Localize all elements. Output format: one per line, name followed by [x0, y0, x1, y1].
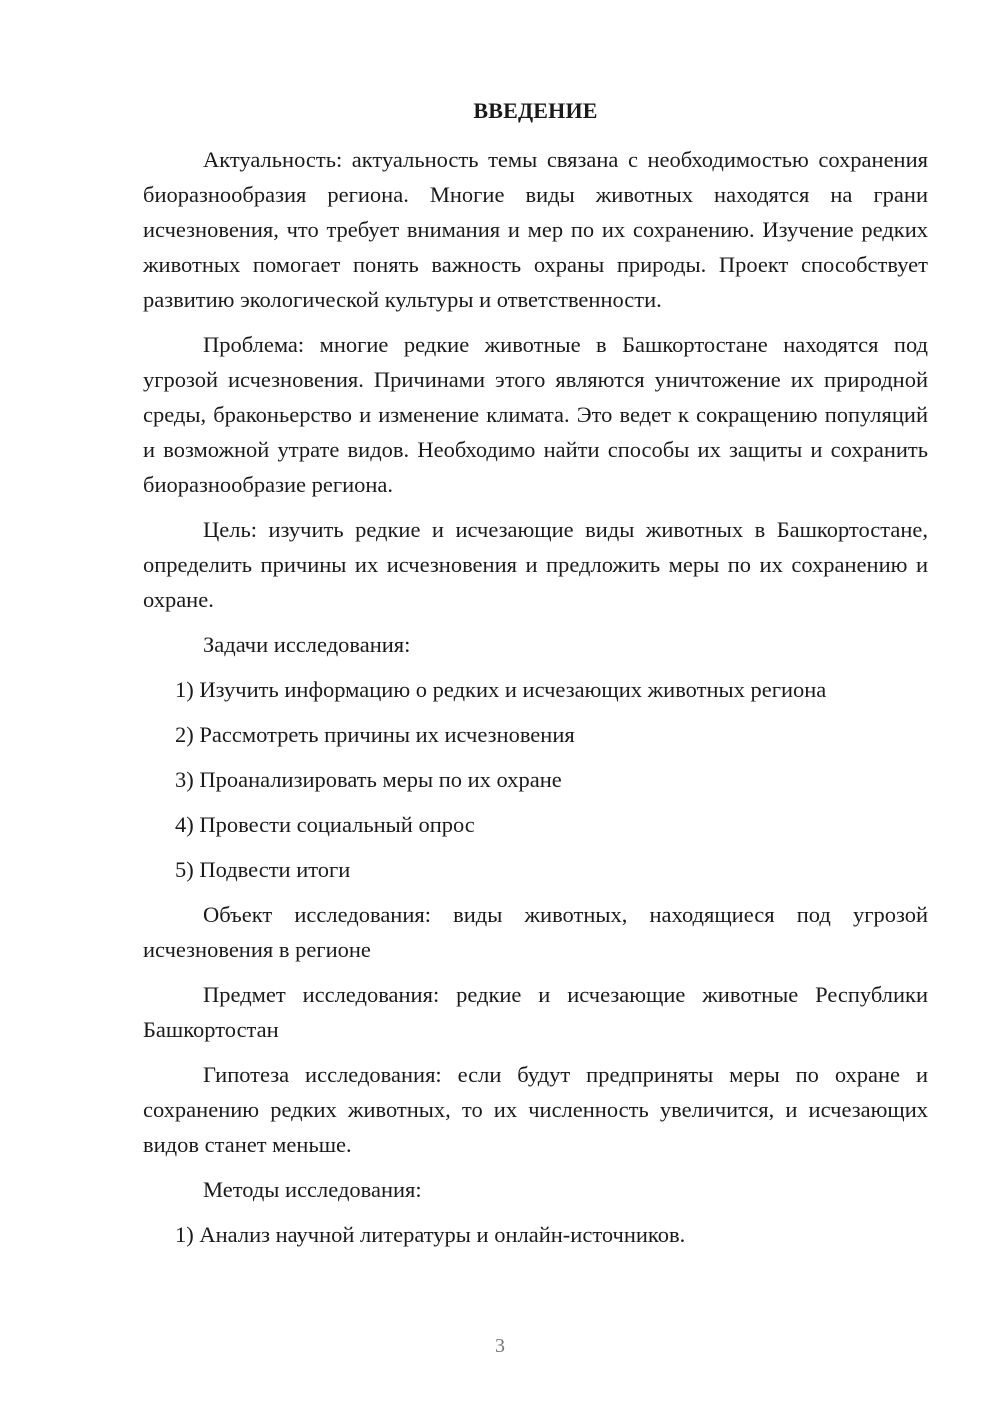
- tasks-heading: Задачи исследования:: [203, 632, 411, 657]
- methods-heading: Методы исследования:: [203, 1177, 422, 1202]
- page-title: ВВЕДЕНИЕ: [473, 98, 598, 123]
- task-item: 1) Изучить информацию о редких и исчезающих животных региона: [175, 677, 827, 702]
- task-item: 5) Подвести итоги: [175, 857, 351, 882]
- method-item: 1) Анализ научной литературы и онлайн-источников.: [175, 1222, 686, 1247]
- task-item: 3) Проанализировать меры по их охране: [175, 767, 562, 792]
- object-paragraph: Объект исследования: виды животных, находящиеся под угрозой исчезновения в регионе: [143, 902, 928, 962]
- task-item: 4) Провести социальный опрос: [175, 812, 475, 837]
- subject-paragraph: Предмет исследования: редкие и исчезающие животные Республики Башкортостан: [143, 982, 928, 1042]
- document-page: [143, 98, 928, 1252]
- goal-paragraph: Цель: изучить редкие и исчезающие виды животных в Башкортостане, определить причины их исчезновения и предложить меры по их сохранению и охране.: [143, 517, 928, 612]
- hypothesis-paragraph: Гипотеза исследования: если будут предприняты меры по охране и сохранению редких животных, то их численность увеличится, и исчезающих видов станет меньше.: [143, 1062, 928, 1157]
- problem-paragraph: Проблема: многие редкие животные в Башкортостане находятся под угрозой исчезновения. Причинами этого являются уничтожение их природной среды, браконьерство и изменение климата. Это ведет к сокращению популяций и возможной утрате видов. Необходимо найти способы их защиты и сохранить биоразнообразие региона.: [143, 332, 928, 497]
- relevance-paragraph: Актуальность: актуальность темы связана с необходимостью сохранения биоразнообразия региона. Многие виды животных находятся на грани исчезновения, что требует внимания и мер по их сохранению. Изучение редких животных помогает понять важность охраны природы. Проект способствует развитию экологической культуры и ответственности.: [143, 147, 928, 312]
- page-number: 3: [495, 1335, 505, 1357]
- task-item: 2) Рассмотреть причины их исчезновения: [175, 722, 575, 747]
